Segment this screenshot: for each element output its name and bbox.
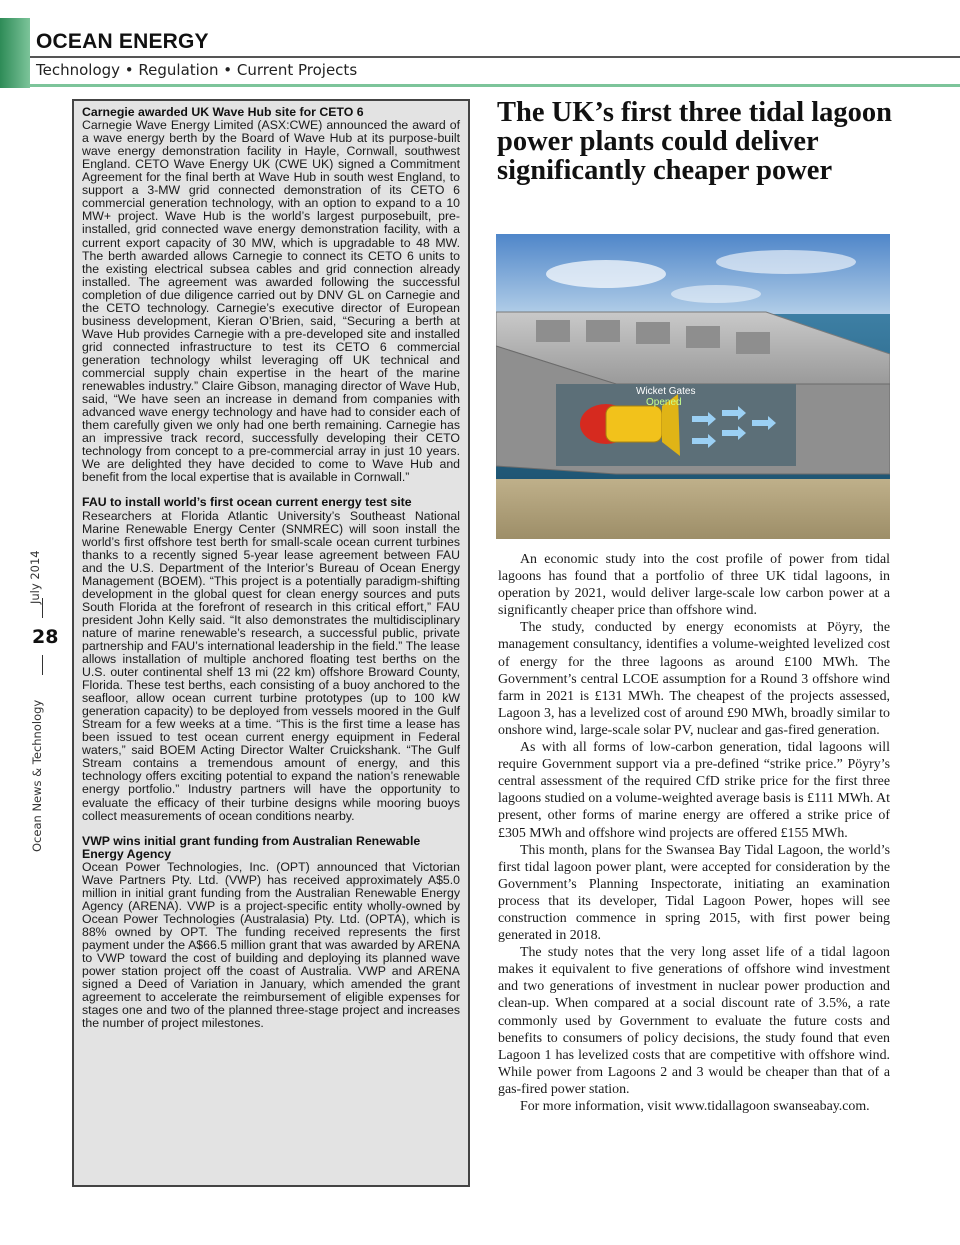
- header-rule: [30, 56, 960, 58]
- side-divider-top: [42, 598, 43, 618]
- news-briefs-list: [82, 106, 460, 1042]
- article-paragraph: The study, conducted by energy economists at Pöyry, the management consultancy, identifies a volume-weighted levelized cost of energy for the three lagoons as around £100 MWh. The Government’s central LCOE assumption for a Round 3 offshore wind farm in 2021 is £131 MWh. The cheapest of the projects assessed, Lagoon 3, has a levelized cost of around £90 MWh, broadly similar to onshore wind, large-scale solar PV, nuclear and gas-fired generation.: [498, 620, 890, 738]
- article-paragraph: As with all forms of low-carbon generation, tidal lagoons will require Government support via a pre-defined “strike price.” Pöyry’s central assessment of the required CfD strike price for the first three lagoons studied on a volume-weighted average basis is £111 MWh. At present, other forms of marine energy are offered a strike price of £305 MWh and offshore wind projects are offered £155 MWh.: [498, 740, 890, 841]
- section-title: OCEAN ENERGY: [36, 30, 209, 53]
- section-color-tab: [0, 18, 30, 88]
- turbine-generator: [606, 406, 662, 442]
- tidal-turbine-illustration: [496, 234, 890, 539]
- page-number: 28: [32, 626, 59, 648]
- issue-date: July 2014: [28, 550, 42, 604]
- news-briefs-box: [72, 99, 470, 1187]
- article-paragraph: The study notes that the very long asset life of a tidal lagoon makes it equivalent to five generations of offshore wind investment and two generations of investment in nuclear power production and clean-up. When compared at a social discount rate of 3.5%, a rate commonly used by Government to evaluate the future costs and benefits to consumers of policy decisions, the study found that even Lagoon 1 has levelized costs that are competitive with offshore wind. While power from Lagoons 2 and 3 would be cheaper than that of a gas-fired power station.: [498, 945, 890, 1097]
- news-item: [82, 106, 460, 484]
- news-item-body: Ocean Power Technologies, Inc. (OPT) announced that Victorian Wave Partners Pty. Ltd. (VWP) has received approximately A$5.0 million in initial grant funding from the Australian Renewable Energy Agency (ARENA). VWP is a project-specific entity wholly-owned by Ocean Power Technologies (Australasia) Pty. Ltd. (OPTA), which is 88% owned by OPT. The funding received represents the first payment under the A$66.5 million grant that was awarded by ARENA to VWP toward the cost of building and deploying its planned wave power station project off the coast of Australia. VWP and ARENA signed a Deed of Variation in January, which amended the grant agreement to accelerate the reimbursement of eligible expenses for stages one and two of the planned three-stage project and increases the number of project milestones.: [82, 859, 460, 1031]
- article-headline: The UK’s first three tidal lagoon power plants could deliver significantly cheaper power: [497, 97, 893, 186]
- opened-label: Opened: [646, 397, 682, 408]
- article-paragraph: For more information, visit www.tidallagoon swanseabay.com.: [520, 1099, 870, 1114]
- section-subtitle: Technology • Regulation • Current Projects: [36, 61, 358, 79]
- side-divider-bottom: [42, 655, 43, 675]
- news-item-body: Carnegie Wave Energy Limited (ASX:CWE) announced the award of a wave energy berth by the Board of Wave Hub at its purpose-built wave energy demonstration facility in Hayle, Cornwall, southwest England. CETO Wave Energy UK (CWE UK) signed a Commitment Agreement for the final berth at Wave Hub in south west England, to support a 3-MW grid connected demonstration of its CETO 6 commercial generation technology, with an option to expand to a 10 MW+ project. Wave Hub is the world’s largest purposebuilt, pre-installed, grid connected wave energy demonstration facility, with a current export capacity of 30 MW, which is upgradable to 48 MW. The berth awarded allows Carnegie to connect its CETO 6 units to the existing electrical subsea cables and grid connection already installed. The agreement was awarded following the successful completion of due diligence carried out by DNV GL on Carnegie and the CETO technology. Carnegie’s executive director of European business development, Kieran O’Brien, said, “Securing a berth at Wave Hub provides Carnegie with a pre-developed site and installed grid connected infrastructure to test its CETO 6 commercial generation technology whilst leveraging off UK technical and commercial supply chain expertise in the heart of the marine renewables industry.” Claire Gibson, managing director of Wave Hub, said, “We have seen an increase in demand from companies with advanced wave energy technology and have had to consider each of them carefully given we only had one berth remaining. Carnegie has an impressive track record, successfully developing their CETO technology from concept to a pre-commercial array in just 10 years. We are delighted they have decided to come to Wave Hub and benefit from the local expertise that is available in Cornwall.”: [82, 118, 460, 485]
- article-paragraph: An economic study into the cost profile of power from tidal lagoons has found that a portfolio of three UK tidal lagoons, in operation by 2021, would deliver large-scale low carbon power at a significantly cheaper price than offshore wind.: [498, 552, 890, 619]
- news-item: [82, 835, 460, 1031]
- header-accent-bar: [30, 84, 960, 87]
- news-item-heading: FAU to install world’s first ocean current energy test site: [82, 495, 412, 510]
- news-item: [82, 496, 460, 822]
- seabed: [496, 479, 890, 539]
- article-paragraph: This month, plans for the Swansea Bay Tidal Lagoon, the world’s first tidal lagoon power plant, were accepted for consideration by the Government’s Planning Inspectorate, initiating an examination process that its developer, Tidal Lagoon Power, hopes will see construction commence in spring 2015, with first power being generated in 2018.: [498, 842, 890, 944]
- news-item-heading: VWP wins initial grant funding from Australian Renewable Energy Agency: [82, 833, 421, 861]
- publication-name: Ocean News & Technology: [30, 699, 44, 852]
- article-body: [498, 551, 890, 1115]
- news-item-body: Researchers at Florida Atlantic University’s Southeast National Marine Renewable Energy Center (SNMREC) will soon install the world’s first offshore test berth for small-scale ocean current turbines thanks to a recently signed 5-year lease agreement between FAU and the U.S. Department of the Interior’s Bureau of Ocean Energy Management (BOEM). “This project is a potentially paradigm-shifting development in the global quest for clean energy sources and puts South Florida at the forefront of research in this critical effort,” FAU president John Kelly said. “It also demonstrates the multidisciplinary nature of marine renewable’s research, a successful public, private partnership and FAU’s international leadership in the field.” The lease allows installation of multiple anchored floating test berths on the U.S. outer continental shelf 13 mi (22 km) offshore Broward County, Florida. These test berths, each consisting of a buoy anchored to the seafloor, allow ocean current turbine prototypes (up to 100 kW generation capacity) to be deployed from vessels moored in the Gulf Stream for a few weeks at a time. “This is the first time a lease has been issued to test ocean current energy equipment in Federal waters,” said BOEM Acting Director Walter Cruickshank. “The Gulf Stream contains a tremendous amount of energy, and this technology offers exciting potential to expand the nation’s renewable energy portfolio.” Industry partners will have the opportunity to evaluate the efficacy of their turbine designs while mooring buoys collect measurements of ocean conditions nearby.: [82, 508, 460, 823]
- news-item-heading: Carnegie awarded UK Wave Hub site for CETO 6: [82, 105, 364, 119]
- wicket-gates-label: Wicket Gates: [636, 386, 696, 397]
